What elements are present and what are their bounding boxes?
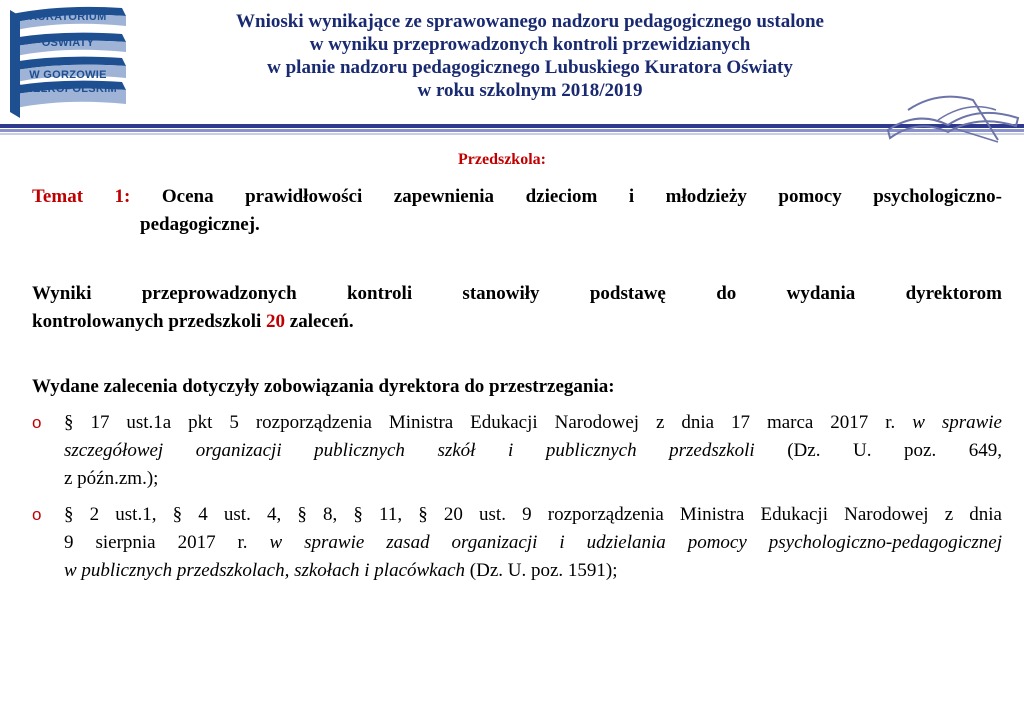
- list-item-italic: w sprawie zasad organizacji i udzielania pomocy psychologiczno-pedagogicznej: [269, 532, 1002, 553]
- logo-line-4: WIELKOPOLSKIM: [18, 83, 117, 95]
- results-text: kontrolowanych przedszkoli: [32, 311, 267, 332]
- regulation-list: [32, 409, 1002, 593]
- title-line-2: w wyniku przeprowadzonych kontroli przewidzianych: [309, 34, 751, 55]
- list-item-text: (Dz. U. poz. 649,: [754, 440, 1002, 461]
- page-title: [150, 10, 910, 102]
- bullet-icon: o: [32, 505, 42, 524]
- recommendations-heading: Wydane zalecenia dotyczyły zobowiązania dyrektora do przestrzegania:: [32, 376, 615, 397]
- list-item-text: § 17 ust.1a pkt 5 rozporządzenia Ministra Edukacji Narodowej z dnia 17 marca 2017 r.: [64, 412, 913, 433]
- topic-line-2: pedagogicznej.: [140, 214, 260, 235]
- title-line-4: w roku szkolnym 2018/2019: [417, 80, 643, 101]
- list-item-line-3: [64, 557, 1002, 585]
- results-line-2: [32, 308, 1002, 336]
- section-subheading: Przedszkola:: [458, 151, 546, 168]
- results-text-end: zaleceń.: [285, 311, 354, 332]
- topic-text-1: Ocena prawidłowości zapewnienia dzieciom i młodzieży pomocy psychologiczno-: [161, 186, 1002, 207]
- list-item-line-1: § 2 ust.1, § 4 ust. 4, § 8, § 11, § 20 ust. 9 rozporządzenia Ministra Edukacji Narodowej z dnia: [64, 504, 1002, 525]
- list-item: [32, 409, 1002, 493]
- bullet-icon: o: [32, 413, 42, 432]
- list-item-line-2: [64, 529, 1002, 557]
- list-item-text: (Dz. U. poz. 1591);: [465, 560, 618, 581]
- topic-block: [32, 183, 1002, 239]
- list-item-line-2: [64, 437, 1002, 465]
- list-item-italic: w publicznych przedszkolach, szkołach i placówkach: [64, 560, 466, 581]
- logo-line-2: OŚWIATY: [41, 37, 95, 49]
- list-item-text: 9 sierpnia 2017 r.: [64, 532, 270, 553]
- list-item-italic: szczegółowej organizacji publicznych szkół i publicznych przedszkoli: [64, 440, 755, 461]
- results-line-1: Wyniki przeprowadzonych kontroli stanowiły podstawę do wydania dyrektorom: [32, 283, 1002, 304]
- open-book-icon: [878, 70, 1024, 150]
- header-stripes: [0, 124, 1024, 140]
- list-item: [32, 501, 1002, 585]
- topic-label: Temat 1:: [32, 186, 131, 207]
- recommendation-count: 20: [266, 311, 286, 332]
- list-item-line-3: z późn.zm.);: [64, 468, 159, 489]
- results-paragraph: [32, 280, 1002, 336]
- topic-line-1: [32, 183, 1002, 211]
- list-item-italic: w sprawie: [912, 412, 1002, 433]
- list-item-line-1: [64, 409, 1002, 437]
- title-line-3: w planie nadzoru pedagogicznego Lubuskiego Kuratora Oświaty: [267, 57, 793, 78]
- title-line-1: Wnioski wynikające ze sprawowanego nadzoru pedagogicznego ustalone: [236, 11, 824, 32]
- logo-line-1: KURATORIUM: [29, 11, 107, 23]
- logo-line-3: W GORZOWIE: [29, 69, 107, 81]
